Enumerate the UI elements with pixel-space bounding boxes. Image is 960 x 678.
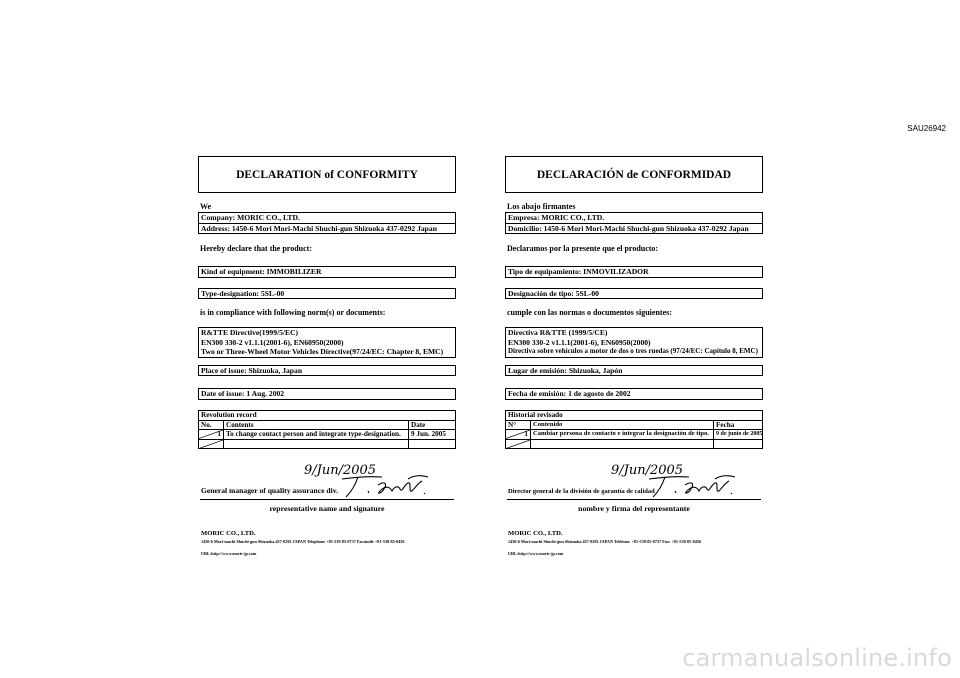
footer-url: URL:http://www.moric-jp.com [201, 551, 257, 556]
table-row [199, 439, 455, 448]
row-date: 9 Jun. 2005 [409, 430, 456, 440]
revision-record [198, 410, 456, 450]
date-of-issue: Fecha de emisión: 1 de agosto de 2002 [505, 388, 763, 400]
norm-item: Directiva R&TTE (1999/5/CE) [508, 328, 608, 337]
row-contents: Cambiar persona de contacto e integrar la designación de tipo. [531, 430, 714, 440]
document-code: SAU26942 [907, 124, 946, 133]
row-date: 9 de junio de 2005 [714, 430, 763, 440]
table-row [506, 430, 762, 440]
signer-title: Director general de la división de garantía de calidad [508, 488, 655, 495]
header-contents: Contenido [531, 421, 714, 430]
compliance-text: cumple con las normas o documentos siguientes: [507, 308, 672, 317]
row-no [199, 439, 224, 448]
date-of-issue: Date of issue: 1 Aug. 2002 [198, 388, 456, 400]
place-of-issue: Lugar de emisión: Shizuoka, Japón [505, 365, 763, 377]
footer-url: URL:http://www.moric-jp.com [508, 551, 564, 556]
footer-address: 1450-6 Mori-machi Shuchi-gun Shizuoka 437-0292 JAPAN Telephone +81-538-85-0737 Facsimile +81-538-85-0456 [201, 539, 405, 544]
compliance-text: is in compliance with following norm(s) or documents: [200, 308, 386, 317]
we-label: Los abajo firmantes [507, 202, 576, 211]
norms-box [505, 327, 763, 358]
kind-of-equipment: Tipo de equipamiento: INMOVILIZADOR [505, 266, 763, 278]
declaration-spanish [505, 156, 763, 558]
company-box [505, 212, 763, 234]
company: Company: MORIC CO., LTD. [201, 213, 300, 222]
watermark: carmanualsonline.info [682, 644, 952, 672]
we-label: We [200, 202, 212, 211]
header-date: Date [409, 421, 456, 430]
footer-address: 1450-6 Mori-machi Shuchi-gun Shizuoka 437-0292 JAPAN Teléfono: +81-538-85-0737 Fax: +81-538-85-0456 [508, 539, 702, 544]
title: DECLARATION of CONFORMITY [198, 156, 456, 193]
footer [505, 529, 763, 558]
signature-line [200, 499, 454, 500]
company-box [198, 212, 456, 234]
norm-item: R&TTE Directive(1999/5/EC) [201, 328, 299, 337]
svg-text:9/Jun/2005: 9/Jun/2005 [304, 463, 377, 478]
header-no: No. [199, 421, 224, 430]
type-designation: Type-designation: 5SL-00 [198, 288, 456, 300]
title: DECLARACIÓN de CONFORMIDAD [505, 156, 763, 193]
revision-table [506, 421, 762, 449]
declaration-english [198, 156, 456, 558]
header-no: N° [506, 421, 531, 430]
representative-caption: representative name and signature [269, 504, 385, 513]
representative-caption: nombre y firma del representante [578, 504, 690, 513]
declare-text: Hereby declare that the product: [200, 244, 312, 253]
revision-record [505, 410, 763, 450]
signer-title: General manager of quality assurance div. [201, 486, 338, 495]
revision-table [199, 421, 455, 449]
handwritten-signature [338, 473, 434, 499]
row-no [506, 439, 531, 448]
signature-area [198, 459, 456, 499]
table-row [506, 439, 762, 448]
svg-text:9/Jun/2005: 9/Jun/2005 [611, 463, 684, 478]
revision-caption: Revolution record [199, 411, 455, 421]
address: Domicilio: 1450-6 Mori Mori-Machi Shuchi-gun Shizuoka 437-0292 Japan [506, 223, 762, 234]
norms-box [198, 327, 456, 358]
header-date: Fecha [714, 421, 763, 430]
row-no: 1 [199, 430, 224, 440]
type-designation: Designación de tipo: 5SL-00 [505, 288, 763, 300]
table-row [199, 430, 455, 440]
norm-item: Two or Three-Wheel Motor Vehicles Directive(97/24/EC: Chapter 8, EMC) [201, 347, 444, 356]
header-contents: Contents [224, 421, 409, 430]
signature-line [507, 499, 761, 500]
diagonal-mark [506, 440, 530, 449]
row-contents: To change contact person and integrate type-designation. [224, 430, 409, 440]
kind-of-equipment: Kind of equipment: IMMOBILIZER [198, 266, 456, 278]
norm-item: EN300 330-2 v1.1.1(2001-6), EN60950(2000) [201, 337, 344, 347]
declare-text: Declaramos por la presente que el producto: [507, 244, 659, 253]
place-of-issue: Place of issue: Shizuoka, Japan [198, 365, 456, 377]
norm-item: EN300 330-2 v1.1.1(2001-6), EN60950(2000) [508, 337, 651, 347]
revision-caption: Historial revisado [506, 411, 762, 421]
diagonal-mark [199, 440, 223, 449]
address: Address: 1450-6 Mori Mori-Machi Shuchi-gun Shizuoka 437-0292 Japan [199, 223, 455, 234]
footer [198, 529, 456, 558]
table-header-row [506, 421, 762, 430]
company: Empresa: MORIC CO., LTD. [508, 213, 605, 222]
signature-area [505, 459, 763, 499]
handwritten-signature [645, 473, 741, 499]
row-no: 1 [506, 430, 531, 440]
footer-company: MORIC CO., LTD. [508, 530, 563, 537]
norm-item: Directiva sobre vehículos a motor de dos o tres ruedas (97/24/EC: Capítulo 8, EMC) [508, 347, 758, 355]
table-header-row [199, 421, 455, 430]
footer-company: MORIC CO., LTD. [201, 530, 256, 537]
